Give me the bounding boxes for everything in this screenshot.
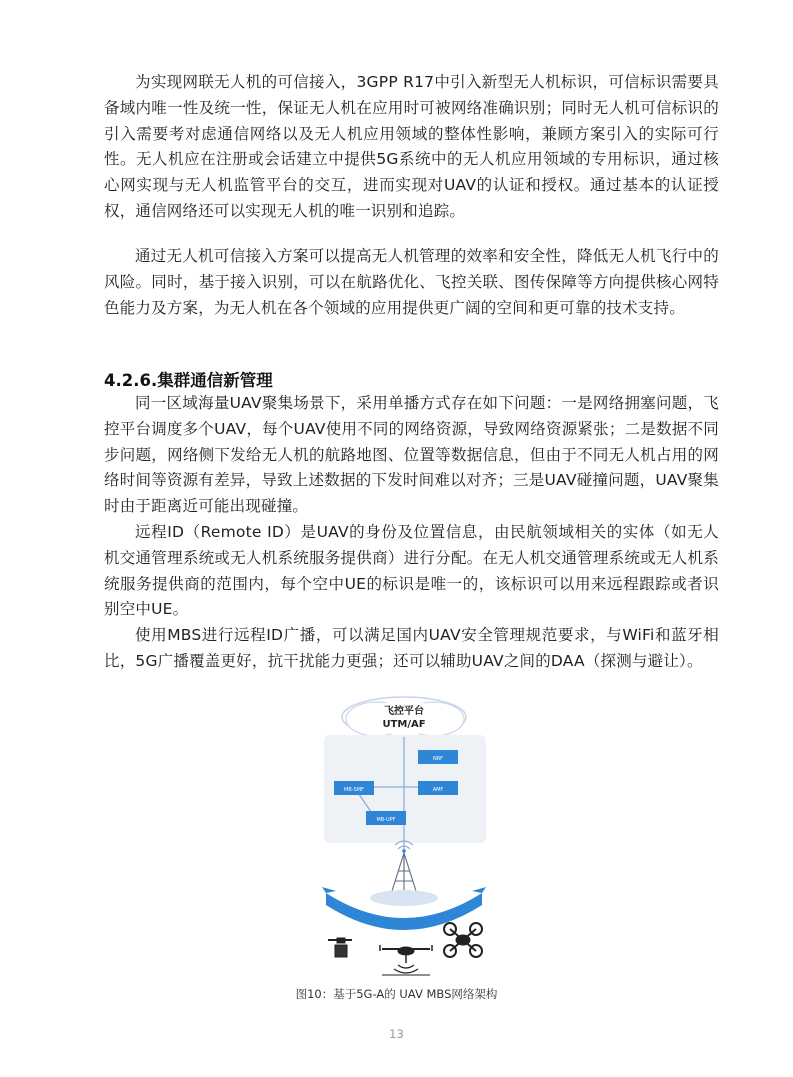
section-heading: 4.2.6.集群通信新管理: [104, 371, 273, 390]
cloud-label-utm: UTM/AF: [382, 719, 426, 730]
paragraph-trusted-access-benefits: 通过无人机可信接入方案可以提高无人机管理的效率和安全性，降低无人机飞行中的风险。同时，基于接入识别，可以在航路优化、飞控关联、图传保障等方向提供核心网特色能力及方案，为无人机在各个领域的应用提供更广阔的空间和更可靠的技术支持。: [104, 247, 719, 317]
drone-with-signal-icon: [380, 945, 432, 975]
mb-upf-label: MB-UPF: [376, 817, 396, 823]
paragraph-cluster-problems: 同一区域海量UAV聚集场景下，采用单播方式存在如下问题：一是网络拥塞问题，飞控平台调度多个UAV，每个UAV使用不同的网络资源，导致网络资源紧张；二是数据不同步问题，网络侧下发给无人机的航路地图、位置等数据信息，但由于不同无人机占用的网络时间等资源有差异，导致上述数据的下发时间难以对齐；三是UAV碰撞问题，UAV聚集时由于距离近可能出现碰撞。: [104, 394, 719, 516]
page-number: 13: [389, 1027, 404, 1041]
nrf-label: NRF: [432, 756, 444, 762]
broadcast-coverage-arc: [322, 887, 486, 930]
paragraph-mbs-broadcast: 使用MBS进行远程ID广播，可以满足国内UAV安全管理规范要求，与WiFi和蓝牙相比，5G广播覆盖更好，抗干扰能力更强；还可以辅助UAV之间的DAA（探测与避让）。: [104, 626, 719, 670]
cloud-label-platform: 飞控平台: [384, 706, 424, 717]
paragraph-trusted-identity: 为实现网联无人机的可信接入，3GPP R17中引入新型无人机标识，可信标识需要具备域内唯一性及统一性，保证无人机在应用时可被网络准确识别；同时无人机可信标识的引入需要考对虑通信网络以及无人机应用领域的整体性影响，兼顾方案引入的实际可行性。无人机应在注册或会话建立中提供5G系统中的无人机应用领域的专用标识，通过核心网实现与无人机监管平台的交互，进而实现对UAV的认证和授权。通过基本的认证授权，通信网络还可以实现无人机的唯一识别和追踪。: [104, 73, 719, 220]
cloud-icon: [342, 697, 466, 737]
uav-mbs-architecture-figure: [318, 693, 490, 978]
figure-caption: 图10：基于5G-A的 UAV MBS网络架构: [295, 987, 498, 1001]
drone-with-package-icon: [328, 938, 352, 957]
paragraph-remote-id: 远程ID（Remote ID）是UAV的身份及位置信息，由民航领域相关的实体（如无人机交通管理系统或无人机系统服务提供商）进行分配。在无人机交通管理系统或无人机系统服务提供商的范围内，每个空中UE的标识是唯一的，该标识可以用来远程跟踪或者识别空中UE。: [104, 523, 719, 619]
amf-label: AMF: [432, 787, 444, 793]
mb-smf-label: MB-SMF: [344, 787, 364, 793]
quadcopter-drone-icon: [444, 923, 482, 957]
